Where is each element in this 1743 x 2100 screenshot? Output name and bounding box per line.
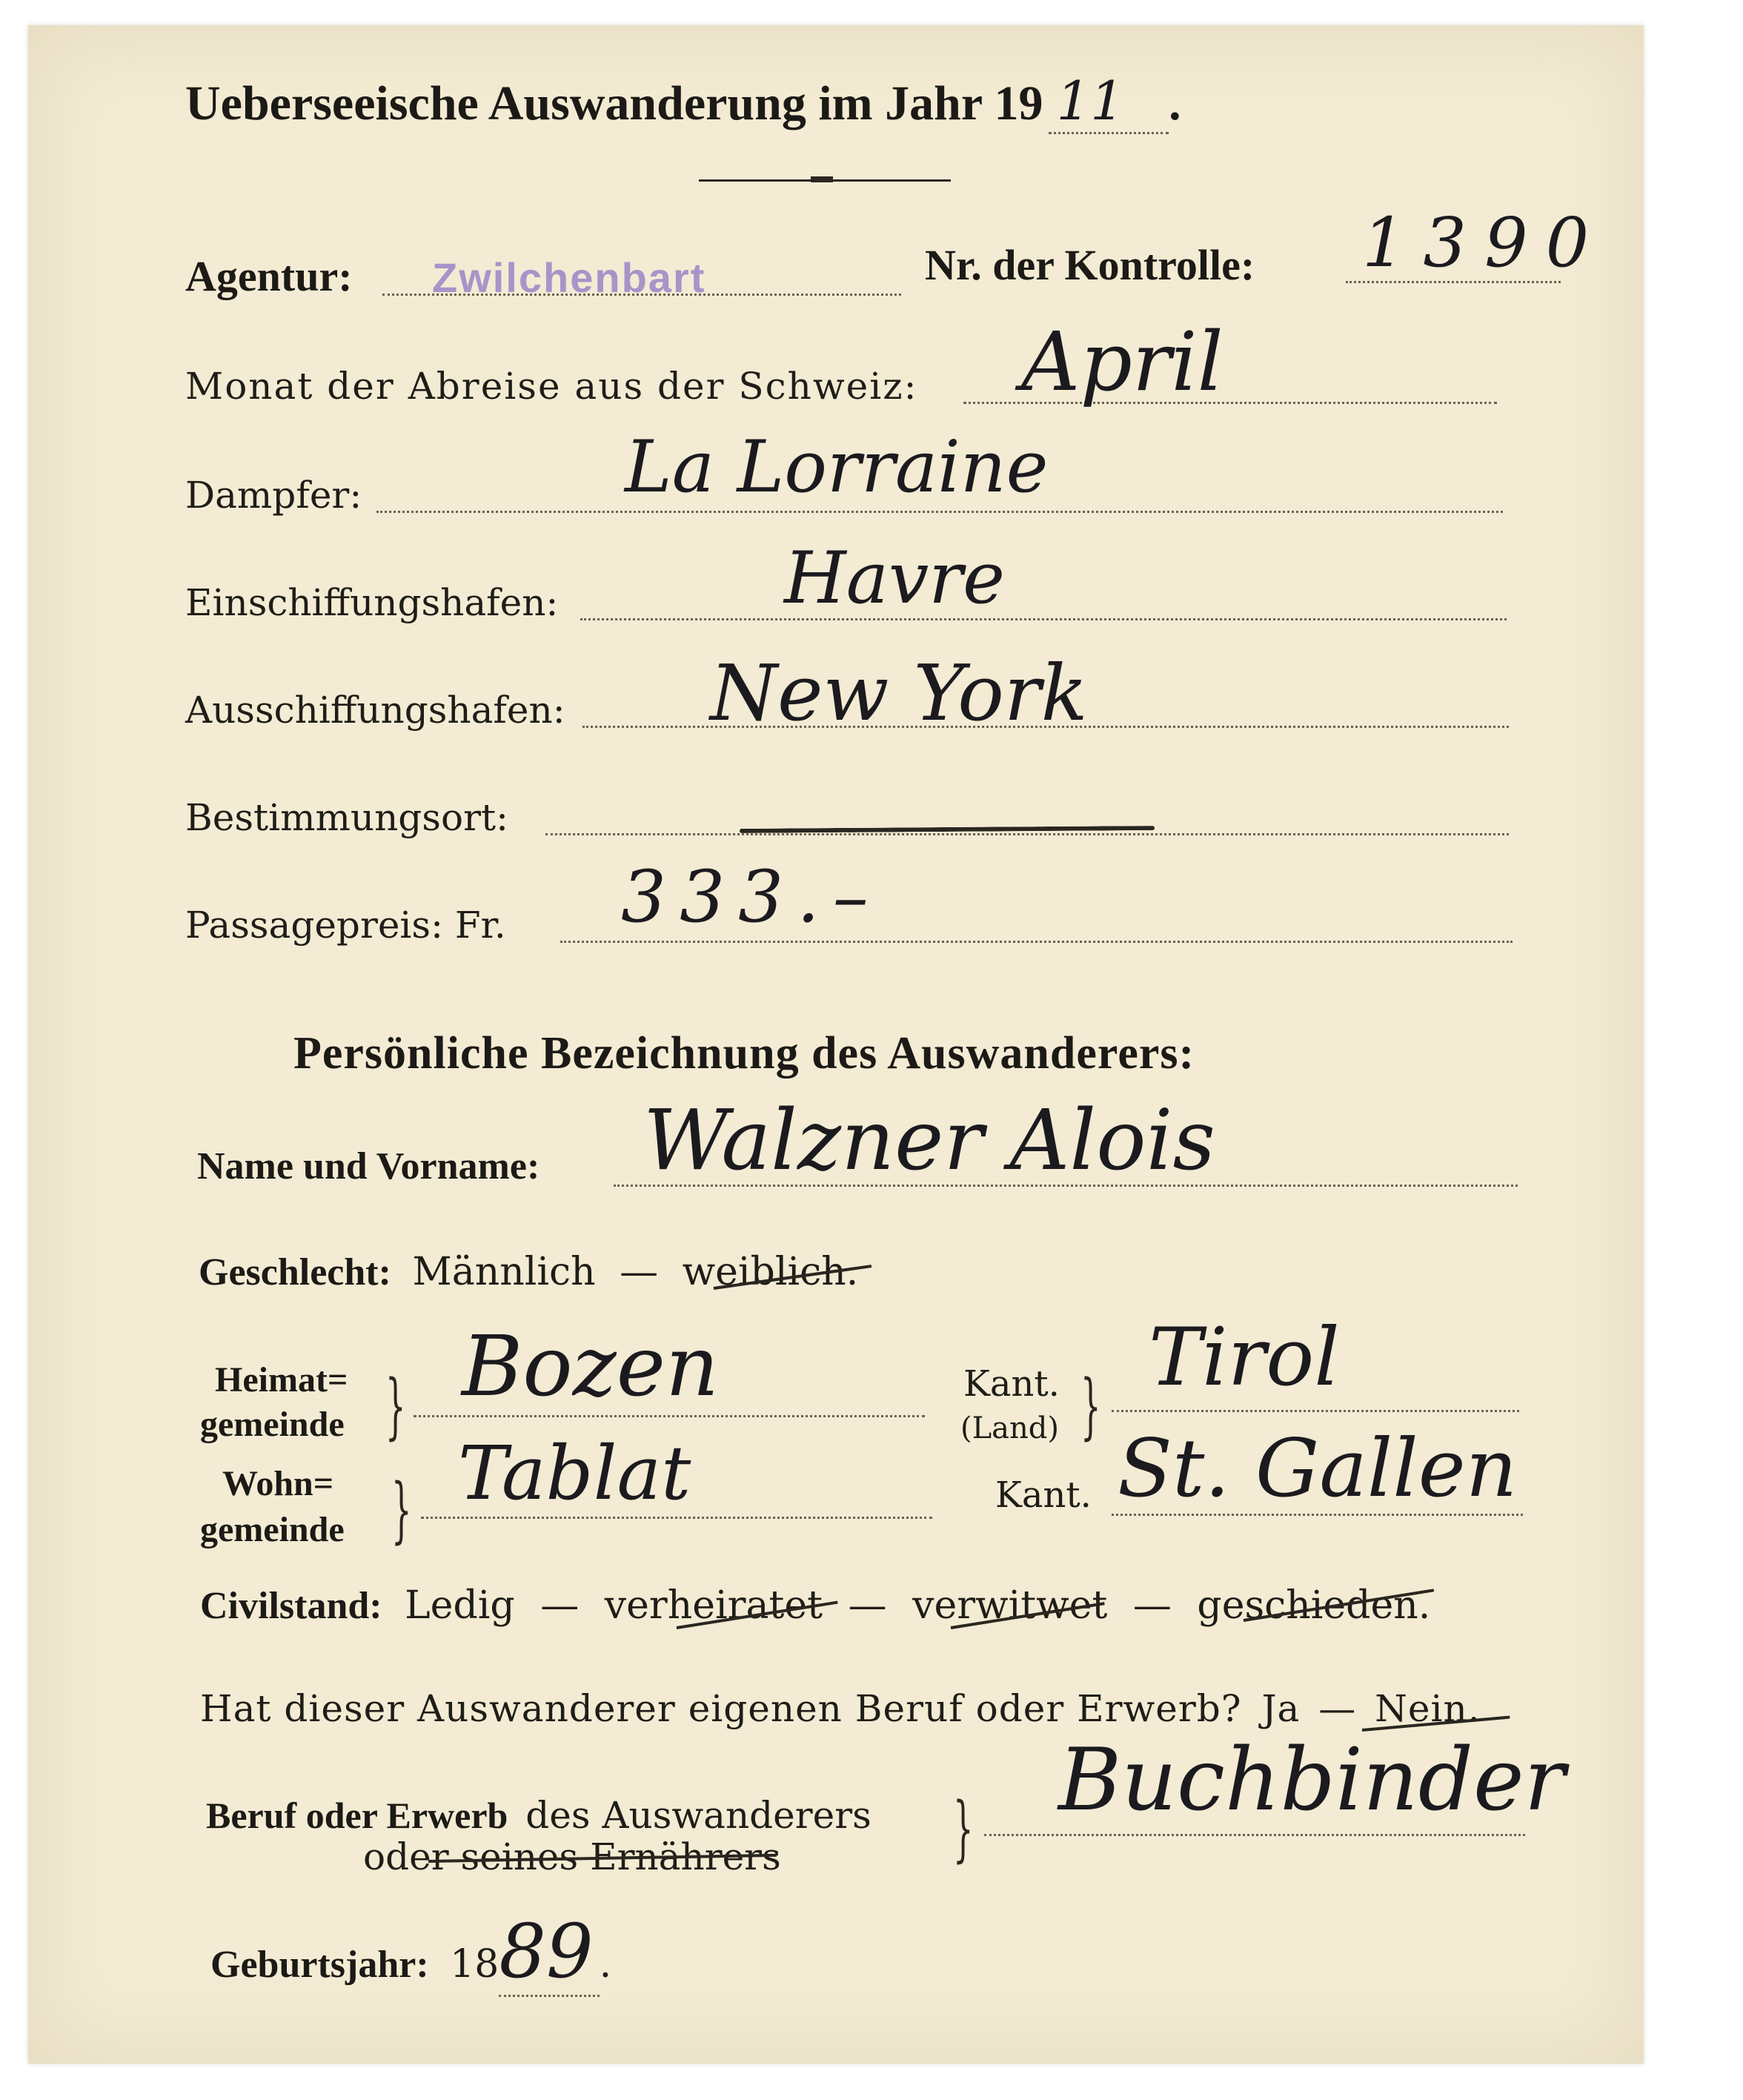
bestimmung-label: Bestimmungsort: (185, 796, 508, 839)
heimat-value: Bozen (462, 1319, 720, 1415)
kontrolle-label: Nr. der Kontrolle: (925, 241, 1255, 289)
dampfer-line (376, 511, 1503, 513)
ausschiffung-value: New York (710, 648, 1088, 738)
geburtsjahr-label: Geburtsjahr: (210, 1944, 429, 1986)
beruf-label-bold: Beruf oder Erwerb (206, 1795, 508, 1836)
geschlecht-label: Geschlecht: (199, 1251, 391, 1294)
kontrolle-value: 1390 (1362, 203, 1607, 282)
heimat-kant-label: Kant. (963, 1363, 1060, 1405)
einschiffung-label: Einschiffungshafen: (185, 581, 559, 624)
heimat-land-label: (Land) (960, 1411, 1059, 1445)
title-divider-center (811, 176, 833, 182)
beruf-frage-ja: Ja (1261, 1687, 1301, 1730)
civilstand-dash-1: — (540, 1583, 580, 1628)
title-text: Ueberseeische Auswanderung im Jahr 19 (185, 76, 1043, 130)
heimat-brace: } (385, 1365, 406, 1448)
title-period: . (1169, 76, 1181, 130)
heimat-label-1: Heimat= (215, 1360, 348, 1400)
geburtsjahr-value: 89 (499, 1908, 599, 1997)
beruf-frage-text: Hat dieser Auswanderer eigenen Beruf oder Erwerb? (200, 1687, 1242, 1730)
emigration-record-form (28, 25, 1644, 2064)
agentur-label: Agentur: (185, 252, 353, 300)
geburtsjahr-end: . (599, 1942, 612, 1987)
beruf-value: Buchbinder (1058, 1730, 1566, 1830)
wohn-brace: } (391, 1468, 412, 1551)
ausschiffung-label: Ausschiffungshafen: (185, 689, 565, 732)
geschlecht-row (199, 1250, 858, 1294)
heimat-label-2: gemeinde (200, 1405, 345, 1444)
geburtsjahr-prefix: 18 (450, 1942, 499, 1987)
beruf-frage-dash: — (1318, 1687, 1357, 1730)
dampfer-label: Dampfer: (185, 474, 362, 517)
dampfer-value: La Lorraine (625, 425, 1049, 509)
monat-value: April (1021, 314, 1224, 409)
beruf-brace: } (953, 1787, 974, 1870)
wohn-kant-label: Kant. (995, 1474, 1092, 1516)
civilstand-dash-2: — (848, 1583, 887, 1628)
wohn-value: Tablat (458, 1430, 691, 1517)
heimat-kant-line (1112, 1410, 1519, 1412)
geburtsjahr-row (210, 1908, 611, 1995)
beruf-frage-nein: Nein. (1375, 1687, 1481, 1730)
passage-line (560, 941, 1513, 943)
heimat-kant-value: Tirol (1149, 1311, 1340, 1404)
geschlecht-dash: — (620, 1250, 659, 1294)
passage-value: 333.– (621, 855, 882, 938)
year-handwritten: 11 (1049, 70, 1169, 134)
wohn-label-2: gemeinde (200, 1510, 345, 1549)
beruf-line (984, 1834, 1525, 1836)
civilstand-verheiratet: verheiratet (604, 1583, 823, 1628)
geschlecht-male: Männlich (412, 1250, 596, 1294)
civilstand-label: Civilstand: (200, 1585, 382, 1627)
civilstand-geschieden: geschieden. (1197, 1583, 1431, 1628)
heimat-line (414, 1415, 925, 1417)
beruf-label-row (206, 1794, 872, 1837)
einschiffung-value: Havre (784, 537, 1005, 620)
civilstand-verwitwet: verwitwet (912, 1583, 1108, 1628)
einschiffung-line (580, 618, 1507, 620)
civilstand-ledig: Ledig (405, 1583, 515, 1628)
bestimmung-empty-stroke (740, 826, 1155, 833)
form-title (185, 70, 1181, 132)
name-label: Name und Vorname: (197, 1145, 540, 1188)
section-title: Persönliche Bezeichnung des Auswanderers: (293, 1028, 1195, 1079)
bestimmung-line (545, 833, 1509, 835)
passage-label: Passagepreis: Fr. (185, 904, 506, 947)
beruf-label-line2: oder seines Ernährers (363, 1835, 781, 1878)
wohn-label-1: Wohn= (222, 1464, 334, 1503)
wohn-kant-value: St. Gallen (1118, 1422, 1518, 1515)
agentur-stamp: Zwilchenbart (432, 254, 706, 301)
geschlecht-female: weiblich. (682, 1250, 859, 1294)
beruf-frage-row (200, 1687, 1481, 1730)
name-value: Walzner Alois (643, 1093, 1215, 1189)
civilstand-dash-3: — (1132, 1583, 1172, 1628)
monat-label: Monat der Abreise aus der Schweiz: (185, 365, 918, 408)
heimat-kant-brace: } (1080, 1365, 1101, 1448)
beruf-label-rest: des Auswanderers (525, 1794, 872, 1837)
wohn-line (421, 1517, 932, 1519)
